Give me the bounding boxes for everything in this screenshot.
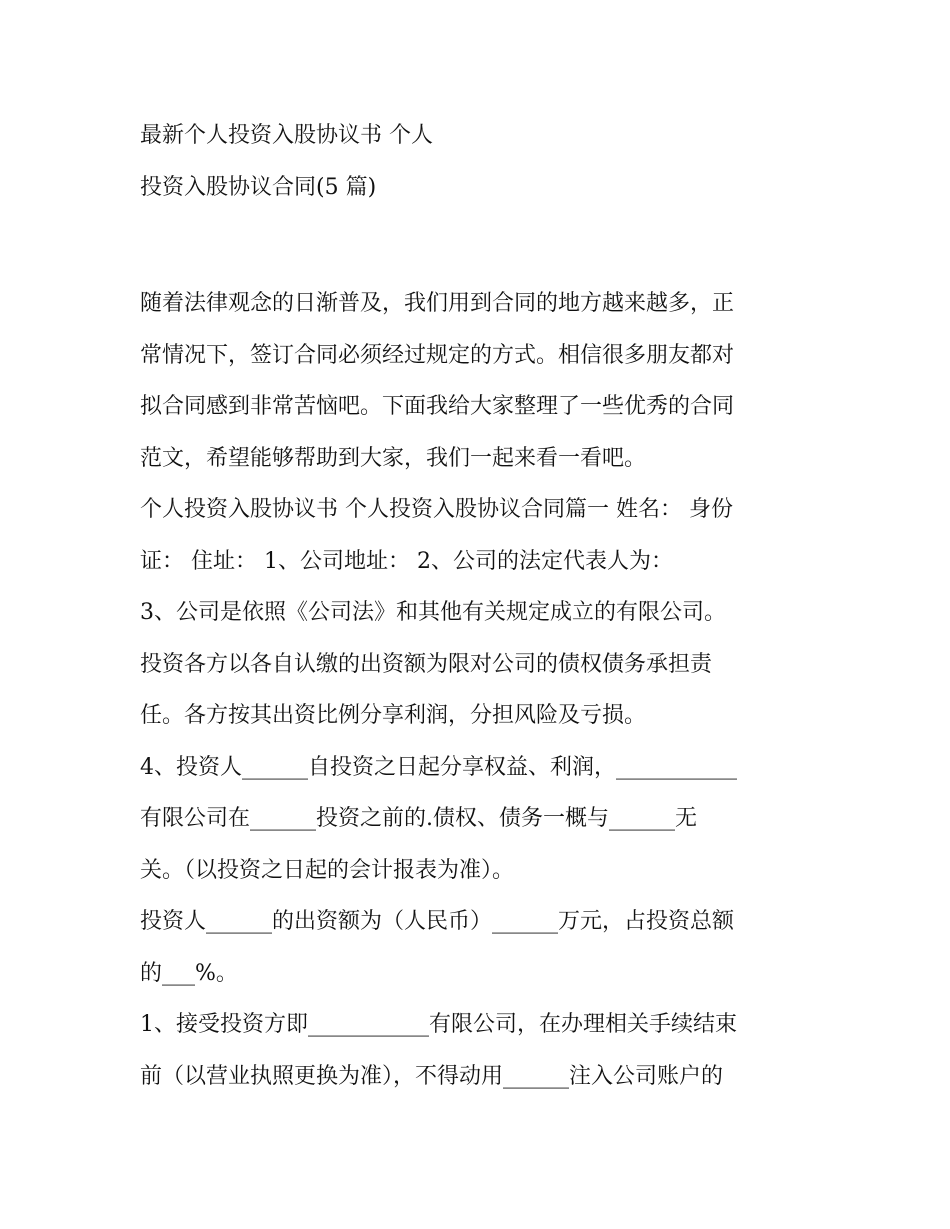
body-line: 投资人______的出资额为（人民币）______万元，占投资总额: [140, 909, 735, 934]
body-line: 1、接受投资方即___________有限公司，在办理相关手续结束: [140, 1012, 737, 1037]
body-line: 4、投资人______自投资之日起分享权益、利润，___________: [140, 754, 737, 780]
body-line: 有限公司在______投资之前的.债权、债务一概与______无: [140, 806, 697, 831]
document-title: [140, 110, 820, 213]
body-line: 拟合同感到非常苦恼吧。下面我给大家整理了一些优秀的合同: [140, 394, 735, 419]
body-line: 常情况下，签订合同必须经过规定的方式。相信很多朋友都对: [140, 342, 735, 368]
body-line: 投资各方以各自认缴的出资额为限对公司的债权债务承担责: [140, 651, 713, 677]
document-body: [140, 278, 820, 1102]
body-line: 个人投资入股协议书 个人投资入股协议合同篇一 姓名： 身份: [140, 497, 733, 522]
body-line: 范文，希望能够帮助到大家，我们一起来看一看吧。: [140, 445, 647, 471]
body-line: 任。各方按其出资比例分享利润，分担风险及亏损。: [140, 703, 647, 728]
body-line: 3、公司是依照《公司法》和其他有关规定成立的有限公司。: [140, 600, 726, 625]
body-line: 证： 住址： 1、公司地址： 2、公司的法定代表人为：: [140, 548, 673, 574]
body-line: 的___%。: [140, 960, 238, 986]
body-line: 前（以营业执照更换为准），不得动用______注入公司账户的: [140, 1063, 724, 1089]
title-line: 投资入股协议合同(5 篇): [140, 174, 377, 200]
title-line: 最新个人投资入股协议书 个人: [140, 123, 433, 148]
body-line: 随着法律观念的日渐普及，我们用到合同的地方越来越多，正: [140, 291, 735, 316]
body-line: 关。（以投资之日起的会计报表为准）。: [140, 857, 515, 883]
